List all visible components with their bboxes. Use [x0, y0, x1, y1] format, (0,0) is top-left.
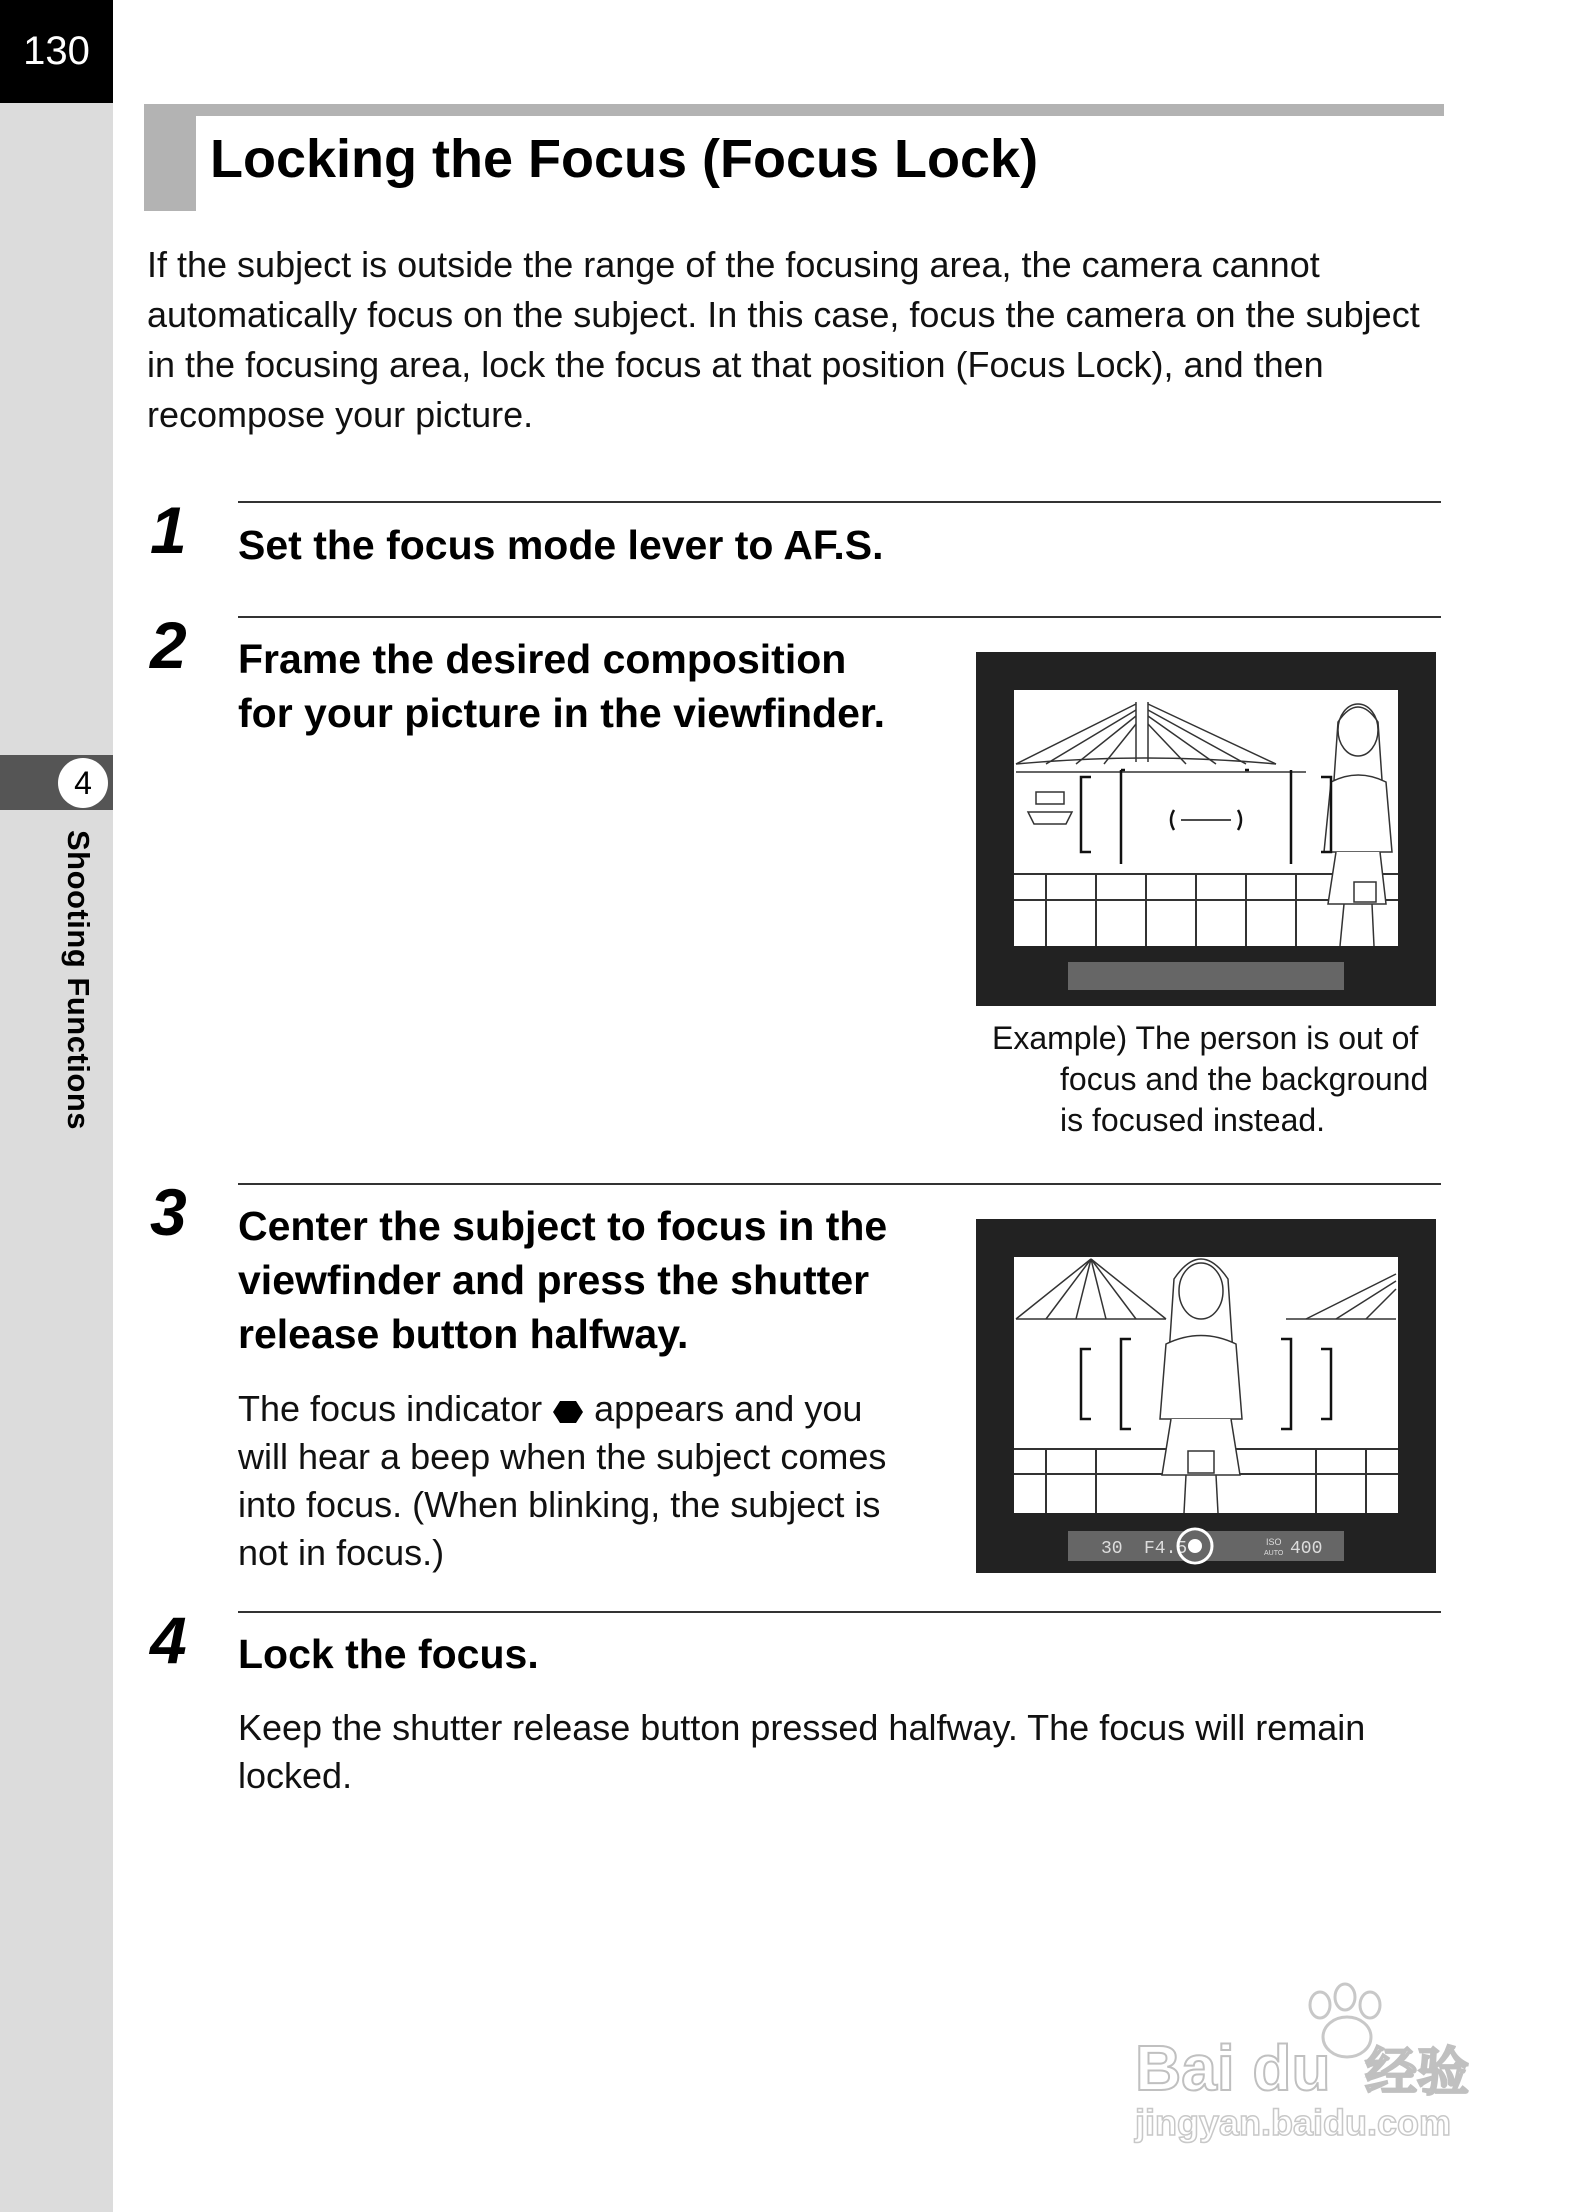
viewfinder-caption — [992, 1018, 1428, 1141]
step-2-heading-line2: for your picture in the viewfinder. — [238, 690, 885, 736]
step-4-heading: Lock the focus. — [238, 1631, 539, 1677]
step-1-number: 1 — [150, 493, 187, 567]
chapter-label: Shooting Functions — [61, 830, 96, 1131]
step-3-body-part2: appears and you — [584, 1388, 863, 1429]
step-divider — [238, 616, 1441, 618]
chapter-number-badge: 4 — [58, 758, 108, 808]
page-title: Locking the Focus (Focus Lock) — [210, 129, 1039, 189]
baidu-watermark — [1115, 1975, 1495, 2155]
step-3-heading-line1: Center the subject to focus in the — [238, 1203, 888, 1249]
title-bar-tab — [144, 104, 196, 211]
step-3-body-line4: not in focus.) — [238, 1532, 445, 1573]
iso-value-readout: 400 — [1290, 1539, 1323, 1559]
step-3-body-line2: will hear a beep when the subject comes — [238, 1436, 887, 1477]
step-4-body-line1: Keep the shutter release button pressed halfway. The focus will remain — [238, 1707, 1366, 1748]
step-4-body — [238, 1704, 1365, 1800]
viewfinder-illustration-out-of-focus — [976, 652, 1436, 1006]
watermark-chinese: 经验 — [1365, 2043, 1470, 2103]
step-2-heading — [238, 632, 885, 740]
step-2-number: 2 — [150, 608, 187, 682]
intro-paragraph: If the subject is outside the range of the focusing area, the camera cannot automatically focus on the subject. In this case, focus the camera on the subject in the focusing area, lock the focus at that position (Focus Lock), and then recompose your picture. — [147, 244, 1420, 435]
step-4-number: 4 — [150, 1603, 187, 1677]
watermark-brand: Bai du — [1135, 2032, 1331, 2104]
step-3-body — [238, 1385, 886, 1577]
step-3-body-line3: into focus. (When blinking, the subject is — [238, 1484, 881, 1525]
caption-line3: is focused instead. — [1060, 1102, 1326, 1138]
step-3-body-part1: The focus indicator — [238, 1388, 553, 1429]
step-3-number: 3 — [150, 1175, 187, 1249]
step-3-heading — [238, 1199, 887, 1361]
step-divider — [238, 1183, 1441, 1185]
shutter-readout: 30 — [1101, 1539, 1123, 1559]
step-4-body-line2: locked. — [238, 1755, 353, 1796]
focus-indicator-icon — [552, 1388, 584, 1412]
iso-label-bottom: AUTO — [1264, 1550, 1284, 1557]
step-divider — [238, 501, 1441, 503]
step-divider — [238, 1611, 1441, 1613]
iso-label-top: ISO — [1266, 1537, 1282, 1547]
step-2-heading-line1: Frame the desired composition — [238, 636, 847, 682]
page-number: 130 — [0, 0, 113, 103]
watermark-url: jingyan.baidu.com — [1135, 2102, 1452, 2143]
caption-line2: focus and the background — [1060, 1061, 1429, 1097]
aperture-readout: F4.5 — [1144, 1539, 1188, 1559]
step-3-heading-line2: viewfinder and press the shutter — [238, 1257, 870, 1303]
step-1-heading: Set the focus mode lever to AF.S. — [238, 522, 884, 568]
viewfinder-illustration-in-focus — [976, 1219, 1436, 1573]
caption-line1: Example) The person is out of — [992, 1020, 1419, 1056]
sidebar — [0, 0, 113, 2212]
title-bar-decoration — [144, 104, 1444, 116]
step-3-heading-line3: release button halfway. — [238, 1311, 689, 1357]
